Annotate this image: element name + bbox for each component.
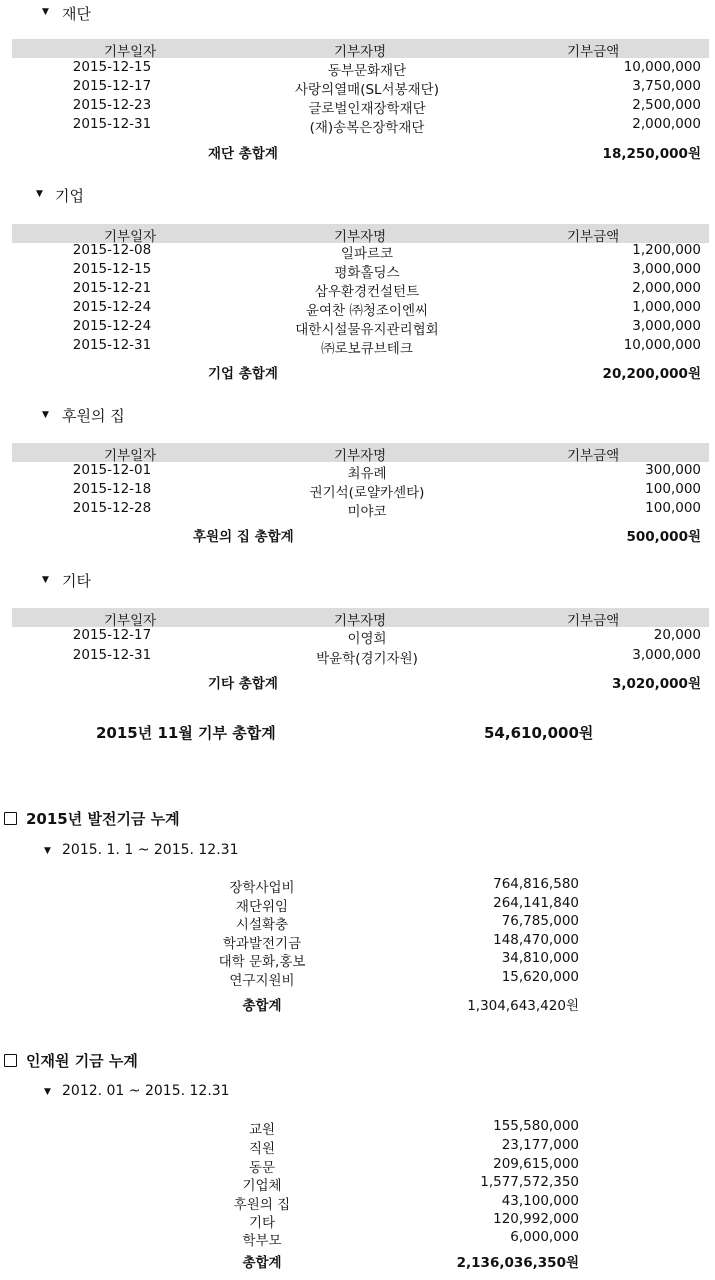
fund-item-value: 76,785,000	[501, 913, 579, 929]
triangle-bullet-icon: ▼	[44, 1087, 51, 1097]
row-date: 2015-12-15	[72, 261, 152, 277]
total-amount: 500,000원	[626, 529, 701, 545]
row-amount: 3,750,000	[632, 78, 701, 94]
fund-item-value: 43,100,000	[501, 1193, 579, 1209]
row-name: 미야코	[347, 504, 387, 520]
row-date: 2015-12-23	[72, 97, 152, 113]
row-date: 2015-12-31	[72, 647, 152, 663]
triangle-bullet-icon: ▼	[42, 575, 49, 585]
fund-item-label: 동문	[248, 1160, 276, 1176]
row-date: 2015-12-31	[72, 337, 152, 353]
row-amount: 3,000,000	[632, 647, 701, 663]
talent-fund-period: 2012. 01 ~ 2015. 12.31	[62, 1083, 230, 1099]
fund-total-value: 2,136,036,350원	[456, 1255, 579, 1271]
row-name: 글로벌인재장학재단	[308, 101, 426, 117]
row-date: 2015-12-08	[72, 242, 152, 258]
total-label: 기타 총합계	[208, 676, 278, 692]
table-header	[12, 608, 709, 627]
row-name: 평화홀딩스	[334, 265, 400, 281]
fund-item-value: 15,620,000	[501, 969, 579, 985]
row-name: 권기석(로얄카센타)	[309, 485, 425, 501]
fund-item-label: 연구지원비	[229, 973, 295, 989]
row-name: 대한시설물유지관리협회	[295, 322, 439, 338]
row-date: 2015-12-28	[72, 500, 152, 516]
section-title: 기타	[62, 572, 91, 590]
table-row	[12, 299, 709, 319]
row-amount: 10,000,000	[623, 59, 701, 75]
row-date: 2015-12-24	[72, 318, 152, 334]
talent-fund-title: 인재원 기금 누계	[26, 1052, 138, 1070]
triangle-bullet-icon: ▼	[36, 189, 43, 199]
row-name: ㈜로보큐브테크	[321, 341, 413, 357]
row-name: 이영희	[347, 631, 387, 647]
header-name: 기부자명	[334, 229, 387, 245]
table-header	[12, 443, 709, 462]
fund-item-label: 학부모	[242, 1233, 282, 1249]
table-header	[12, 39, 709, 58]
table-row	[12, 78, 709, 98]
table-row	[12, 481, 709, 501]
row-amount: 1,200,000	[632, 242, 701, 258]
fund-item-label: 대학 문화,홍보	[218, 954, 306, 970]
fund-item-value: 264,141,840	[493, 895, 579, 911]
table-header	[12, 224, 709, 243]
fund-item-value: 1,577,572,350	[480, 1174, 579, 1190]
fund-item-value: 155,580,000	[493, 1118, 579, 1134]
table-row	[12, 261, 709, 281]
row-name: (재)송복은장학재단	[309, 120, 425, 136]
fund-item-value: 148,470,000	[493, 932, 579, 948]
triangle-bullet-icon: ▼	[42, 410, 49, 420]
row-amount: 3,000,000	[632, 318, 701, 334]
total-amount: 3,020,000원	[611, 676, 701, 692]
total-amount: 20,200,000원	[602, 366, 701, 382]
header-name: 기부자명	[334, 613, 387, 629]
row-name: 동부문화재단	[327, 63, 407, 79]
row-amount: 2,000,000	[632, 280, 701, 296]
fund-item-value: 34,810,000	[501, 950, 579, 966]
table-row	[12, 242, 709, 262]
section-title: 후원의 집	[62, 407, 125, 425]
triangle-bullet-icon: ▼	[44, 846, 51, 856]
header-name: 기부자명	[334, 448, 387, 464]
header-amount: 기부금액	[567, 229, 620, 245]
fund-item-label: 기타	[248, 1215, 276, 1231]
header-amount: 기부금액	[567, 613, 620, 629]
fund-item-value: 209,615,000	[493, 1156, 579, 1172]
total-label: 기업 총합계	[208, 366, 278, 382]
row-name: 삼우환경컨설턴트	[314, 284, 420, 300]
row-name: 최유례	[347, 466, 387, 482]
row-amount: 20,000	[653, 627, 701, 643]
row-date: 2015-12-15	[72, 59, 152, 75]
header-name: 기부자명	[334, 44, 387, 60]
table-row	[12, 627, 709, 647]
fund-item-label: 장학사업비	[229, 880, 295, 896]
table-row	[12, 59, 709, 79]
fund-item-label: 후원의 집	[233, 1197, 291, 1213]
header-date: 기부일자	[104, 44, 157, 60]
talent-fund-heading	[4, 1050, 138, 1071]
total-label: 후원의 집 총합계	[193, 529, 294, 545]
table-row	[12, 337, 709, 357]
header-date: 기부일자	[104, 448, 157, 464]
fund-item-value: 23,177,000	[501, 1137, 579, 1153]
fund-item-value: 764,816,580	[493, 876, 579, 892]
fund-total-label: 총합계	[242, 998, 282, 1014]
row-date: 2015-12-01	[72, 462, 152, 478]
header-amount: 기부금액	[567, 448, 620, 464]
table-row	[12, 462, 709, 482]
row-date: 2015-12-17	[72, 627, 152, 643]
table-row	[12, 116, 709, 136]
row-name: 박윤학(경기자원)	[316, 651, 418, 667]
row-amount: 2,000,000	[632, 116, 701, 132]
table-row	[12, 97, 709, 117]
row-date: 2015-12-31	[72, 116, 152, 132]
fund-item-label: 직원	[248, 1141, 276, 1157]
header-amount: 기부금액	[567, 44, 620, 60]
fund-item-label: 학과발전기금	[222, 936, 302, 952]
row-amount: 100,000	[645, 481, 701, 497]
development-fund-period: 2015. 1. 1 ~ 2015. 12.31	[62, 842, 239, 858]
fund-item-value: 6,000,000	[510, 1229, 579, 1245]
row-amount: 10,000,000	[623, 337, 701, 353]
fund-item-value: 120,992,000	[493, 1211, 579, 1227]
month-total-amount: 54,610,000원	[484, 724, 594, 742]
development-fund-heading	[4, 808, 180, 829]
row-name: 일파르코	[340, 246, 394, 262]
table-row	[12, 318, 709, 338]
row-date: 2015-12-18	[72, 481, 152, 497]
row-date: 2015-12-21	[72, 280, 152, 296]
square-bullet-icon	[4, 1054, 17, 1067]
fund-item-label: 재단위임	[235, 899, 289, 915]
row-date: 2015-12-24	[72, 299, 152, 315]
row-amount: 1,000,000	[632, 299, 701, 315]
month-total-label: 2015년 11월 기부 총합계	[96, 724, 276, 742]
row-amount: 3,000,000	[632, 261, 701, 277]
fund-item-label: 기업체	[242, 1178, 282, 1194]
fund-total-label: 총합계	[242, 1255, 282, 1271]
row-name: 사랑의열매(SL서봉재단)	[295, 82, 439, 98]
row-name: 윤여찬 ㈜청조이엔씨	[305, 303, 429, 319]
table-row	[12, 647, 709, 667]
table-row	[12, 280, 709, 300]
fund-total-value: 1,304,643,420원	[467, 998, 579, 1014]
square-bullet-icon	[4, 812, 17, 825]
row-amount: 300,000	[645, 462, 701, 478]
section-title: 재단	[62, 5, 91, 23]
row-amount: 2,500,000	[632, 97, 701, 113]
section-title: 기업	[55, 187, 84, 205]
fund-item-label: 시설확충	[235, 917, 289, 933]
total-amount: 18,250,000원	[602, 146, 701, 162]
triangle-bullet-icon: ▼	[42, 7, 49, 17]
row-date: 2015-12-17	[72, 78, 152, 94]
development-fund-title: 2015년 발전기금 누계	[26, 810, 180, 828]
header-date: 기부일자	[104, 229, 157, 245]
total-label: 재단 총합계	[208, 146, 278, 162]
row-amount: 100,000	[645, 500, 701, 516]
fund-item-label: 교원	[248, 1122, 276, 1138]
table-row	[12, 500, 709, 520]
header-date: 기부일자	[104, 613, 157, 629]
